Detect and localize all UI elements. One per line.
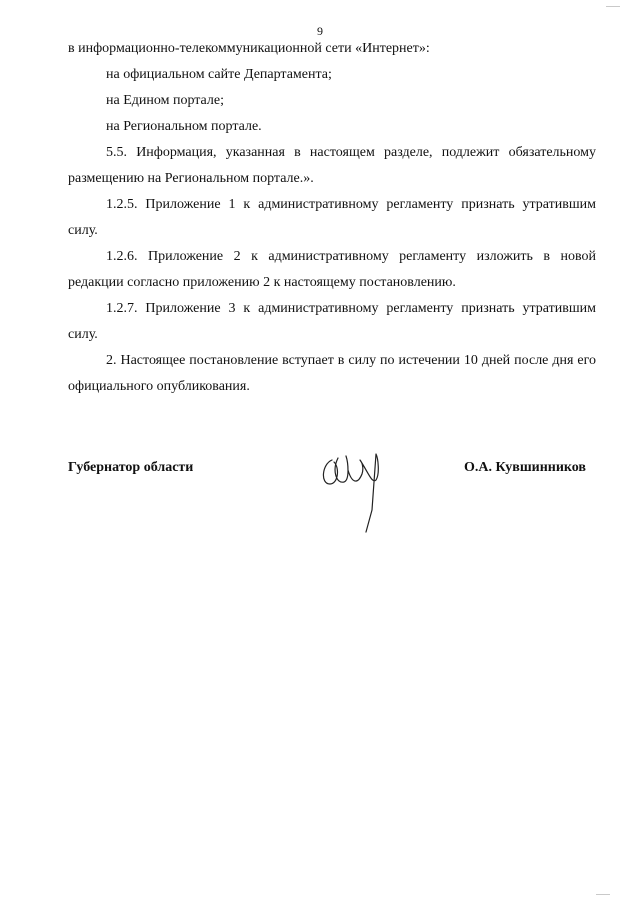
handwritten-signature — [318, 450, 398, 540]
signatory-role: Губернатор области — [68, 460, 194, 475]
paragraph-1-2-7: 1.2.7. Приложение 3 к административному регламенту признать утратившим силу. — [68, 301, 596, 342]
scan-mark-top — [606, 6, 620, 7]
paragraph-internet: в информационно-телекоммуникационной сети «Интернет»: — [68, 41, 430, 56]
paragraph-1-2-6: 1.2.6. Приложение 2 к административному регламенту изложить в новой редакции согласно приложению 2 к настоящему постановлению. — [68, 249, 596, 290]
paragraph-5-5: 5.5. Информация, указанная в настоящем разделе, подлежит обязательному размещению на Региональном портале.». — [68, 145, 596, 186]
page-number: 9 — [317, 24, 323, 38]
signature-block — [68, 450, 596, 550]
paragraph-1-2-5: 1.2.5. Приложение 1 к административному регламенту признать утратившим силу. — [68, 197, 596, 238]
document-body — [68, 36, 596, 400]
paragraph-single-portal: на Едином портале; — [106, 93, 224, 108]
paragraph-regional-portal: на Региональном портале. — [106, 119, 262, 134]
scan-mark-bottom — [596, 894, 610, 895]
paragraph-2: 2. Настоящее постановление вступает в силу по истечении 10 дней после дня его официального опубликования. — [68, 353, 596, 394]
paragraph-department-site: на официальном сайте Департамента; — [106, 67, 332, 82]
signatory-name: О.А. Кувшинников — [463, 460, 586, 475]
